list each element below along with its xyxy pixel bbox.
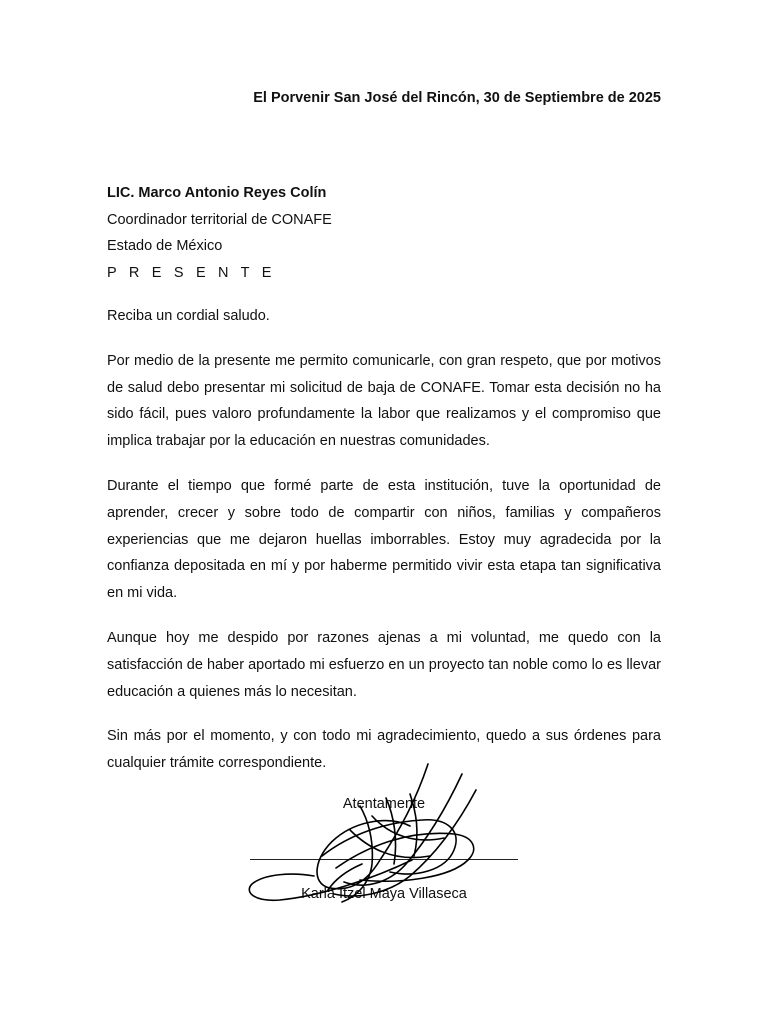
recipient-name: LIC. Marco Antonio Reyes Colín <box>107 185 327 201</box>
handwritten-signature <box>240 760 500 910</box>
paragraph-2: Durante el tiempo que formé parte de esta institución, tuve la oportunidad de aprender, crecer y sobre todo de compartir con niños, familias y compañeros experiencias que me dejaron huellas imborrables. Estoy muy agradecida por la confianza depositada en mí y por haberme permitido vivir esta etapa tan significativa en mi vida. <box>107 477 661 602</box>
signer-name: Karla Itzel Maya Villaseca <box>301 886 467 902</box>
greeting: Reciba un cordial saludo. <box>107 308 270 324</box>
paragraph-4: Sin más por el momento, y con todo mi agradecimiento, quedo a sus órdenes para cualquier trámite correspondiente. <box>107 728 661 772</box>
place-date: El Porvenir San José del Rincón, 30 de Septiembre de 2025 <box>253 90 661 106</box>
paragraph-3: Aunque hoy me despido por razones ajenas a mi voluntad, me quedo con la satisfacción de haber aportado mi esfuerzo en un proyecto tan noble como lo es llevar educación a quienes más lo necesitan. <box>107 629 661 700</box>
presente-line: P R E S E N T E <box>107 264 276 281</box>
closing-text: Atentamente <box>342 796 426 812</box>
recipient-location: Estado de México <box>107 238 223 254</box>
recipient-title: Coordinador territorial de CONAFE <box>107 211 332 228</box>
letter-body <box>107 303 661 795</box>
paragraph-1: Por medio de la presente me permito comunicarle, con gran respeto, que por motivos de salud debo presentar mi solicitud de baja de CONAFE. Tomar esta decisión no ha sido fácil, pues valoro profundamente la labor que realizamos y el compromiso que implica trabajar por la educación en nuestras comunidades. <box>107 352 661 450</box>
addressee-block <box>107 180 667 286</box>
